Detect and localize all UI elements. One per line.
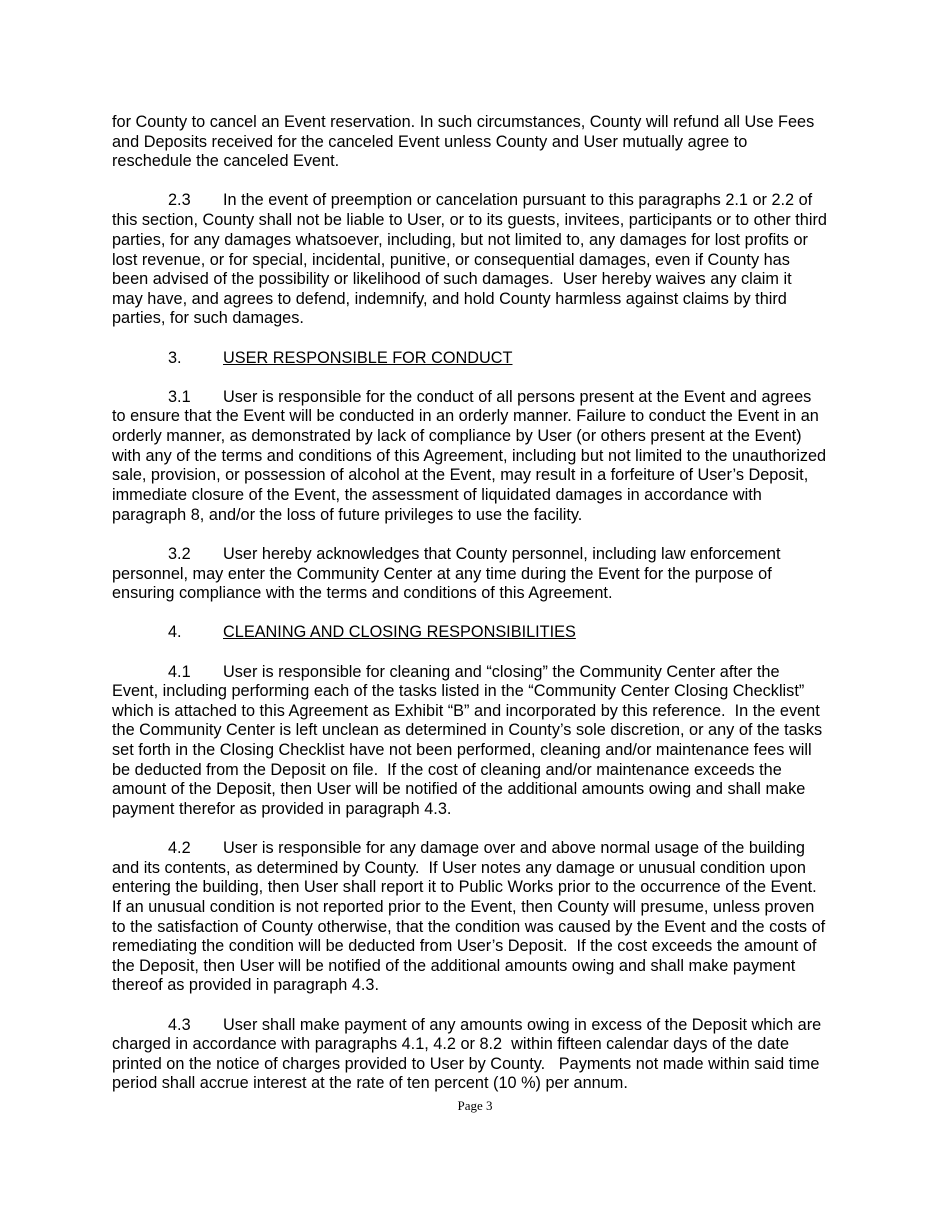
text-line: paragraph 8, and/or the loss of future privileges to use the facility. <box>112 506 583 524</box>
text-line: set forth in the Closing Checklist have not been performed, cleaning and/or maintenance fees will <box>112 741 812 759</box>
paragraph-4-1-first-line <box>168 662 780 682</box>
text-line: may have, and agrees to defend, indemnify, and hold County harmless against claims by third <box>112 290 787 308</box>
text-line: parties, for such damages. <box>112 309 304 327</box>
text-line: ensuring compliance with the terms and conditions of this Agreement. <box>112 584 613 602</box>
text-line: charged in accordance with paragraphs 4.1, 4.2 or 8.2 within fifteen calendar days of the date <box>112 1035 789 1053</box>
paragraph-number: 2.3 <box>168 191 191 209</box>
text-line: lost revenue, or for special, incidental, punitive, or consequential damages, even if County has <box>112 251 790 269</box>
text-line: reschedule the canceled Event. <box>112 152 340 170</box>
text-line: to the satisfaction of County otherwise, that the condition was caused by the Event and the costs of <box>112 918 826 936</box>
text-line: User shall make payment of any amounts owing in excess of the Deposit which are <box>223 1016 822 1034</box>
paragraph-number: 3.1 <box>168 388 191 406</box>
text-line: to ensure that the Event will be conducted in an orderly manner. Failure to conduct the Event in an <box>112 407 819 425</box>
paragraph-number: 4.3 <box>168 1016 191 1034</box>
heading-number: 4. <box>168 623 182 641</box>
text-line: the Community Center is left unclean as determined in County’s sole discretion, or any of the tasks <box>112 721 823 739</box>
text-line: personnel, may enter the Community Center at any time during the Event for the purpose of <box>112 565 772 583</box>
text-line: immediate closure of the Event, the assessment of liquidated damages in accordance with <box>112 486 762 504</box>
text-line: this section, County shall not be liable to User, or to its guests, invitees, participants or to other third <box>112 211 827 229</box>
text-line: which is attached to this Agreement as Exhibit “B” and incorporated by this reference. In the event <box>112 702 820 720</box>
text-line: User is responsible for cleaning and “closing” the Community Center after the <box>223 663 780 681</box>
text-line: remediating the condition will be deducted from User’s Deposit. If the cost exceeds the amount of <box>112 937 817 955</box>
heading-title: USER RESPONSIBLE FOR CONDUCT <box>223 349 513 367</box>
paragraph-4-3-first-line <box>168 1015 821 1035</box>
text-line: and Deposits received for the canceled Event unless County and User mutually agree to <box>112 133 748 151</box>
text-line: printed on the notice of charges provided to User by County. Payments not made within said time <box>112 1055 820 1073</box>
text-line: the Deposit, then User will be notified of the additional amounts owing and shall make payment <box>112 957 796 975</box>
text-line: thereof as provided in paragraph 4.3. <box>112 976 380 994</box>
text-line: User is responsible for the conduct of all persons present at the Event and agrees <box>223 388 812 406</box>
text-line: with any of the terms and conditions of this Agreement, including but not limited to the unauthorized <box>112 447 827 465</box>
text-line: and its contents, as determined by County. If User notes any damage or unusual condition upon <box>112 859 806 877</box>
text-line: orderly manner, as demonstrated by lack of compliance by User (or others present at the Event) <box>112 427 802 445</box>
text-line: parties, for any damages whatsoever, including, but not limited to, any damages for lost profits or <box>112 231 808 249</box>
text-line: Event, including performing each of the tasks listed in the “Community Center Closing Checklist” <box>112 682 805 700</box>
text-line: sale, provision, or possession of alcohol at the Event, may result in a forfeiture of User’s Deposit, <box>112 466 809 484</box>
section-heading-4 <box>168 622 576 642</box>
text-line: been advised of the possibility or likelihood of such damages. User hereby waives any claim it <box>112 270 792 288</box>
text-line: In the event of preemption or cancelation pursuant to this paragraphs 2.1 or 2.2 of <box>223 191 813 209</box>
paragraph-number: 4.1 <box>168 663 191 681</box>
paragraph-number: 4.2 <box>168 839 191 857</box>
text-line: entering the building, then User shall report it to Public Works prior to the occurrence of the Event. <box>112 878 817 896</box>
paragraph-4-2-first-line <box>168 838 805 858</box>
text-line: User hereby acknowledges that County personnel, including law enforcement <box>223 545 781 563</box>
page-number: Page 3 <box>457 1098 493 1113</box>
paragraph-3-2-first-line <box>168 544 781 564</box>
paragraph-number: 3.2 <box>168 545 191 563</box>
heading-title: CLEANING AND CLOSING RESPONSIBILITIES <box>223 623 576 641</box>
paragraph-2-3-first-line <box>168 190 812 210</box>
text-line: payment therefor as provided in paragraph 4.3. <box>112 800 452 818</box>
paragraph-3-1-first-line <box>168 387 811 407</box>
text-line: be deducted from the Deposit on file. If the cost of cleaning and/or maintenance exceeds the <box>112 761 782 779</box>
text-line: User is responsible for any damage over and above normal usage of the building <box>223 839 805 857</box>
text-line: amount of the Deposit, then User will be notified of the additional amounts owing and shall make <box>112 780 806 798</box>
section-heading-3 <box>168 348 513 368</box>
text-line: for County to cancel an Event reservation. In such circumstances, County will refund all Use Fees <box>112 113 815 131</box>
text-line: If an unusual condition is not reported prior to the Event, then County will presume, unless proven <box>112 898 815 916</box>
heading-number: 3. <box>168 349 182 367</box>
text-line: period shall accrue interest at the rate of ten percent (10 %) per annum. <box>112 1074 628 1092</box>
